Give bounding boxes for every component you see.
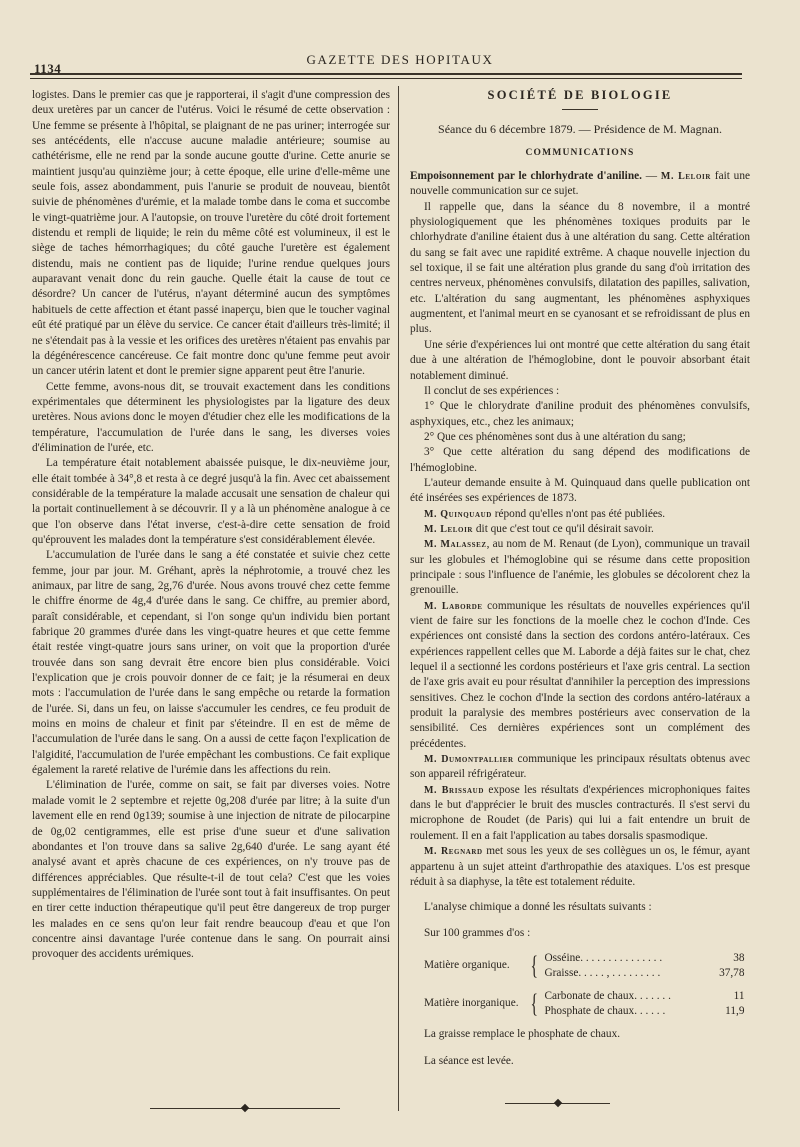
author-name: M. Quinquaud [424, 508, 492, 520]
paragraph: Une série d'expériences lui ont montré que cette altération du sang était due à une altération de l'hémoglobine, dont le pouvoir absorbant était notablement diminué. [410, 338, 750, 382]
paragraph: L'accumulation de l'urée dans le sang a été constatée et suivie chez cette femme, jour par jour. M. Gréhant, après la néphrotomie, a trouvé chez les animaux, par litre de sang, 2g,76 d'urée. Nous avons trouvé chez cette femme le chiffre énorme de 4g,4 d'urée dans le sang. Ce chiffre, au premier abord, paraît considérable, et cependant, si l'on songe qu'un individu bien portant fabrique 20 grammes d'urée dans les vingt-quatre heures et que cette femme était restée vingt-quatre jours sans uriner, on voit que la proportion d'urée trouvée dans son sang devrait être encore bien plus considérable. Voici l'explication que je crois pouvoir donner de ce fait; je la résumerai en deux mots : l'accumulation de l'urée dans le sang empêche ou retarde la formation de l'urée. Si, dans un feu, on laisse s'accumuler les cendres, ce feu produit de moins en moins de chaleur et finit par s'éteindre. Il en est de même de l'accumulation de l'urée dans le sang. On a aussi de cette façon l'explication de l'algidité, l'accumulation de l'urée empêchant les combustions. Ce fait explique également la rareté relative de l'urémie dans les affections du rein. [32, 549, 390, 777]
reply-paragraph [410, 752, 750, 783]
conclusion-item: 2° Que ces phénomènes sont dus à une altération du sang; [424, 430, 686, 443]
masthead: GAZETTE DES HOPITAUX [306, 52, 494, 67]
row-value: 37,78 [719, 966, 745, 979]
reply-text: communique les résultats de nouvelles expériences qu'il vient de faire sur les fonctions de la moelle chez le cochon d'Inde. Ces expériences ont consisté dans la section des cordons antéro-latéraux. Ces expériences rappellent celles que M. Laborde a déjà faites sur le chat, chez lequel il a sectionné les cordons postérieurs et l'axe gris central. La section de l'axe gris avait eu pour résultat d'annihiler la perception des impressions sensitives. Chez le cochon d'Inde la section des cordons antéro-latéraux a produit la paralysie des membres postérieurs avec conservation de la sensibilité. Ces dernières expériences sont un complément des précédentes. [410, 599, 750, 750]
paragraph: Cette femme, avons-nous dit, se trouvait exactement dans les conditions expérimentales que déterminent les physiologistes par la ligature des deux uretères. Nous avions donc le moyen d'étudier chez elle les modifications de la température, l'accumulation de l'urée dans le sang, les diverses voies d'élimination de l'urée, etc. [32, 380, 390, 454]
brace-glyph: { [530, 950, 538, 980]
footer-ornament-left [150, 1108, 340, 1109]
analysis-table [424, 900, 750, 1069]
row-value: 11 [733, 989, 745, 1002]
reply-text: , au nom de M. Renaut (de Lyon), communique un travail sur les globules et l'hémoglobine qui se résume dans cette proposition principale : sous l'influence de l'anémie, les globules se décolorent chez la grenouille. [410, 538, 750, 597]
article-title: Empoisonnement par le chlorhydrate d'aniline. [410, 170, 642, 183]
reply-paragraph [410, 599, 750, 752]
row-value: 11,9 [725, 1004, 745, 1017]
reply-text: communique les principaux résultats obtenus avec son appareil réfrigérateur. [410, 753, 750, 781]
section-title: SOCIÉTÉ DE BIOLOGIE [487, 88, 673, 102]
paragraph: Il conclut de ses expériences : [424, 384, 560, 397]
footer-ornament-right [505, 1103, 610, 1104]
reply-text: met sous les yeux de ses collègues un os, le fémur, ayant appartenu à un sujet atteint d'arthropathie des ataxiques. L'os est presque réduit à sa diaphyse, la tête est totalement réduite. [410, 845, 751, 888]
article-dash: — [641, 170, 661, 183]
closing-line: La séance est levée. [424, 1055, 514, 1068]
reply-text: expose les résultats d'expériences microphoniques faites dans le but d'apprécier le bruit des muscles contracturés. Il s'est servi du microphone de Roudet (de Paris) qui lui a fait entendre un bruit de roulement. Il en a fait l'application au tabes dorsalis spasmodique. [410, 783, 750, 842]
author-name: M. Leloir [424, 523, 474, 535]
conclusion-item: 1° Que le chlorydrate d'aniline produit des phénomènes convulsifs, asphyxiques, etc., chez les animaux; [410, 400, 750, 428]
paragraph: La température était notablement abaissée puisque, le dix-neuvième jour, elle était tombée à 34°,8 et resta à ce degré jusqu'à la fin. Avec cet abaissement considérable de la température la malade accusait une sensation de chaleur qui la portait continuellement à se découvrir. Il y a là un phénomène analogue à ce que l'on observe dans l'état inverse, c'est-à-dire cette sensation de froid qu'éprouvent les malades dont la température s'est considérablement élevée. [32, 457, 390, 546]
row-name: Osséine. . . . . . . . . . . . . . . [544, 951, 663, 964]
analysis-note: La graisse remplace le phosphate de chaux. [424, 1027, 621, 1040]
author-name: M. Regnard [424, 846, 483, 858]
title-rule [562, 109, 598, 110]
author-name: M. Malassez [424, 539, 487, 551]
author-name: M. Laborde [424, 600, 483, 612]
brace-glyph: { [530, 988, 538, 1018]
row-name: Carbonate de chaux. . . . . . . [544, 989, 671, 1002]
paragraph: L'auteur demande ensuite à M. Quinquaud dans quelle publication ont été insérées ses expériences de 1873. [410, 476, 750, 505]
paragraph: logistes. Dans le premier cas que je rapporterai, il s'agit d'une compression des deux uretères par un cancer de l'utérus. Voici le résumé de cette observation : Une femme se présente à l'hôpital, se plaignant de ne pas uriner; interrogée sur ses antécédents, elle n'accuse aucune maladie antérieure; soumise au cathétérisme, elle ne rend par la sonde aucune goutte d'urine. Cette anurie se maintient jusqu'au quinzième jour; à cette époque, elle urine d'elle-même une seule fois, assez abondamment, puis l'anurie se produit de nouveau, bientôt suivie de phénomènes d'urémie, et la malade tombe dans le coma et succombe le vingt-quatrième jour. A l'autopsie, on trouve l'uretère du côté droit fortement distendu et rempli de liquide; le rein du même côté est volumineux, il est le siège de taches hémorrhagiques; du côté gauche l'uretère est également distendu, mais ne contient pas de liquide; l'urine rendue quelques jours auparavant venait donc du rein gauche. Quelle était la cause de tout ce désordre? Un cancer de l'utérus, n'ayant déterminé aucun des symptômes habituels de cette affection et étant passé inaperçu, bien que le toucher vaginal eût été pratiqué par un élève du service. Ce cancer était d'ailleurs très-limité; il ne s'étendait pas à la vessie et les orifices des uretères n'étaient pas envahis par la dégénérescence cancéreuse. Ce fait montre donc qu'une femme peut avoir un cancer utérin latent et dont le premier signe apparent peut être l'anurie. [32, 89, 390, 378]
reply-paragraph [410, 507, 750, 522]
analysis-row [544, 951, 744, 966]
seance-line: Séance du 6 décembre 1879. — Présidence de M. Magnan. [438, 122, 722, 137]
analysis-subtitle: Sur 100 grammes d'os : [424, 926, 531, 939]
group-label: Matière organique. [424, 959, 510, 972]
row-value: 38 [733, 951, 745, 964]
group-label: Matière inorganique. [424, 997, 519, 1010]
article-lead [410, 169, 750, 200]
row-name: Graisse. . . . . , . . . . . . . . . [544, 966, 661, 979]
analysis-lead: L'analyse chimique a donné les résultats suivants : [424, 901, 652, 914]
reply-text: répond qu'elles n'ont pas été publiées. [491, 507, 666, 520]
author-name: M. Leloir [660, 171, 711, 183]
right-column [410, 88, 750, 1082]
paragraph: L'élimination de l'urée, comme on sait, se fait par diverses voies. Notre malade vomit le 2 septembre et rejette 0g,208 d'urée par litre; à la suite d'un lavement elle en rend 0g139; soumise à une injection de nitrate de pilocarpine de 0g,02 centigrammes, elle est prise d'une sueur et d'une salivation abondantes et l'on trouve dans sa salive 2g,640 d'urée. Le sang ayant été analysé avant et après chacune de ces expériences, on n'y trouve pas de différences appréciables. Que résulte-t-il de tout cela? C'est que les voies supplémentaires de l'élimination de l'urée sont tout à fait insuffisantes. On peut en tirer cette induction thérapeutique qu'il peut être dangereux de trop purger les malades en ce sens qu'on leur fait rendre beaucoup d'eau et que l'on concentre ainsi davantage l'urée contenue dans le sang. On pourrait ainsi provoquer des accidents urémiques. [32, 779, 390, 961]
column-divider [398, 86, 399, 1111]
conclusion-item: 3° Que cette altération du sang dépend des modifications de l'hémoglobine. [410, 446, 750, 474]
article-lead-text: fait une nouvelle communication sur ce sujet. [410, 170, 750, 198]
header-rule [30, 73, 742, 75]
subsection-title: COMMUNICATIONS [525, 147, 635, 158]
author-name: M. Dumontpallier [424, 754, 514, 766]
reply-paragraph [410, 537, 750, 598]
page-number: 1134 [34, 61, 62, 76]
analysis-group [424, 951, 750, 981]
paragraph: Il rappelle que, dans la séance du 8 novembre, il a montré physiologiquement que les phénomènes toxiques produits par le chlorhydrate d'aniline étaient dus à une altération du sang. Cette altération du sang se fait avec une rapidité extrême. A chaque nouvelle injection du sel toxique, il se fait une altération plus grande du sang d'où irritation des centres nerveux, phénomènes convulsifs, dilatation des papilles, salivation, etc. L'altération du sang augmentant, les phénomènes asphyxiques augmentent, et l'animal meurt en se cyanosant et se refroidissant de plus en plus. [410, 200, 750, 336]
analysis-row [544, 989, 744, 1004]
reply-paragraph [410, 783, 750, 844]
reply-paragraph [410, 522, 750, 537]
analysis-row [544, 966, 744, 981]
analysis-group [424, 989, 750, 1019]
reply-text: dit que c'est tout ce qu'il désirait savoir. [473, 522, 654, 535]
row-name: Phosphate de chaux. . . . . . [544, 1004, 666, 1017]
header-rule-thin [30, 78, 742, 79]
left-column [32, 88, 390, 963]
author-name: M. Brissaud [424, 784, 484, 796]
reply-paragraph [410, 844, 750, 890]
analysis-row [544, 1004, 744, 1019]
